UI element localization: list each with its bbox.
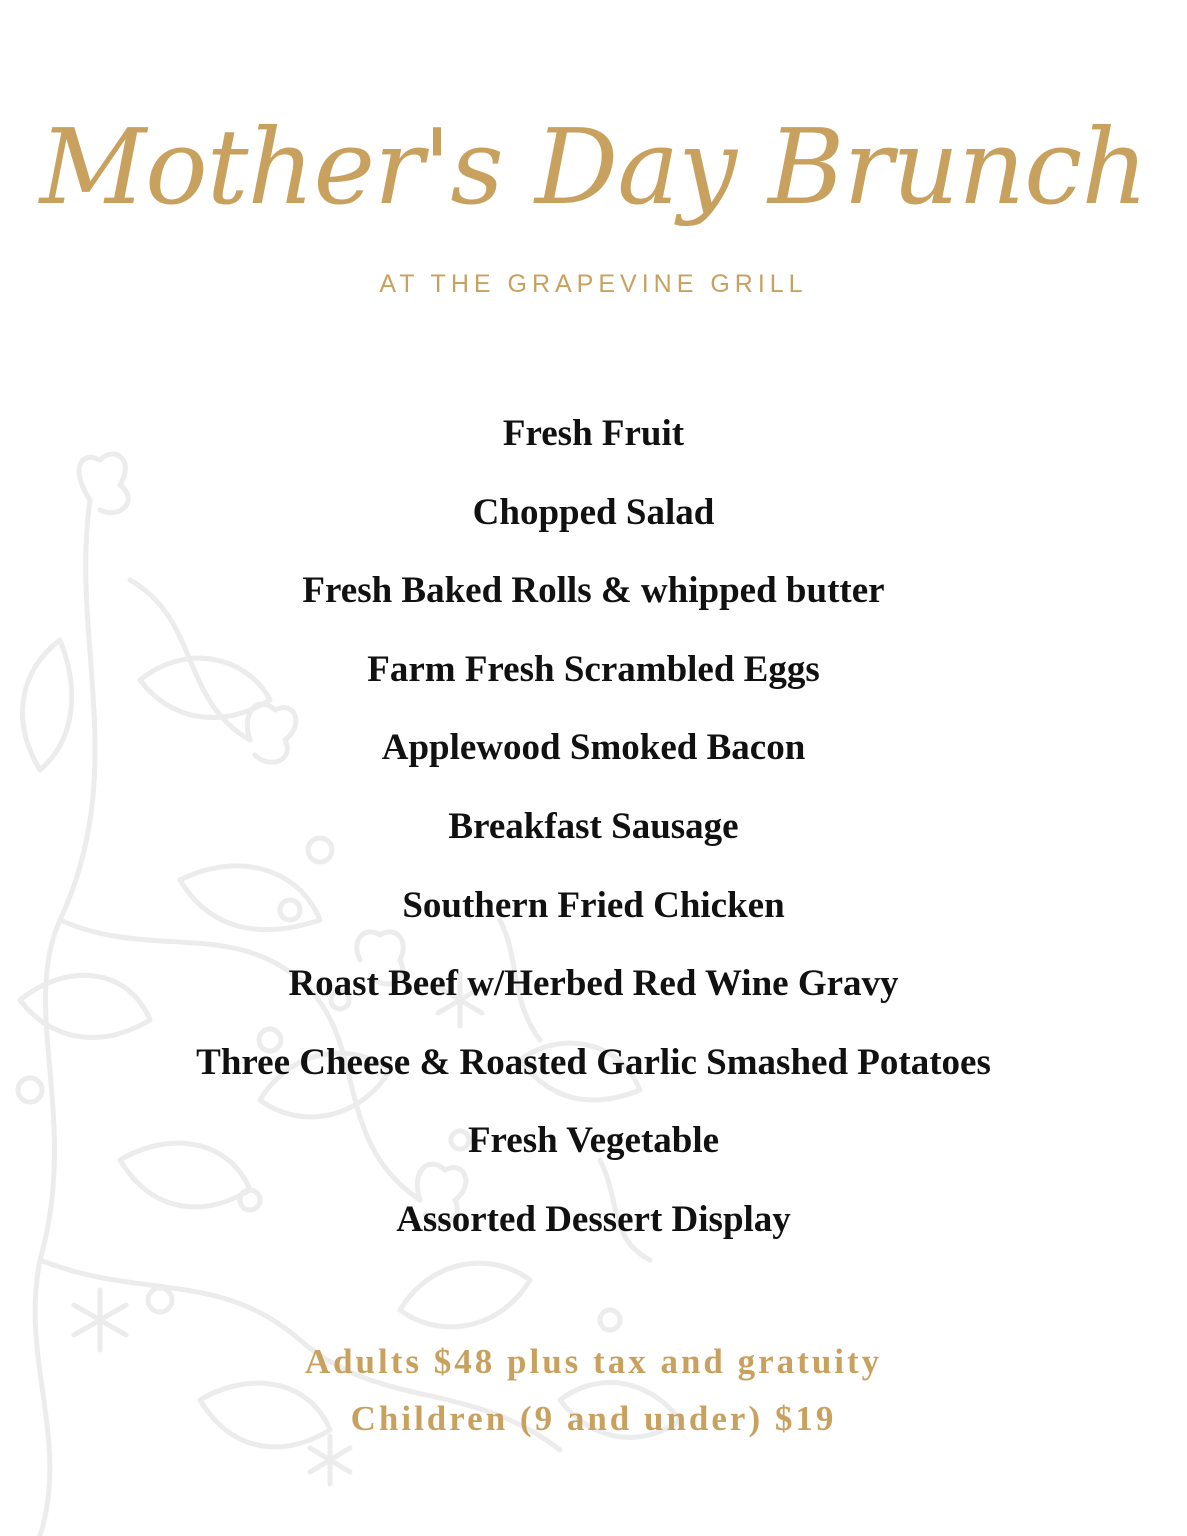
venue-subtitle: AT THE GRAPEVINE GRILL xyxy=(379,270,808,298)
menu-item: Three Cheese & Roasted Garlic Smashed Potatoes xyxy=(196,1041,991,1083)
menu-item: Southern Fried Chicken xyxy=(402,884,785,926)
menu-item: Fresh Baked Rolls & whipped butter xyxy=(302,570,885,612)
children-price: Children (9 and under) $19 xyxy=(350,1399,837,1438)
menu-list xyxy=(0,408,1187,1273)
menu-item: Roast Beef w/Herbed Red Wine Gravy xyxy=(288,963,899,1005)
menu-item: Applewood Smoked Bacon xyxy=(381,727,806,769)
menu-item: Fresh Vegetable xyxy=(467,1120,720,1162)
menu-item: Farm Fresh Scrambled Eggs xyxy=(367,648,820,690)
menu-item: Chopped Salad xyxy=(472,491,715,533)
adult-price: Adults $48 plus tax and gratuity xyxy=(304,1342,883,1381)
menu-item: Fresh Fruit xyxy=(502,413,685,454)
menu-item: Breakfast Sausage xyxy=(448,805,739,847)
page-title: Mother's Day Brunch xyxy=(39,106,1148,228)
menu-item: Assorted Dessert Display xyxy=(396,1198,791,1240)
